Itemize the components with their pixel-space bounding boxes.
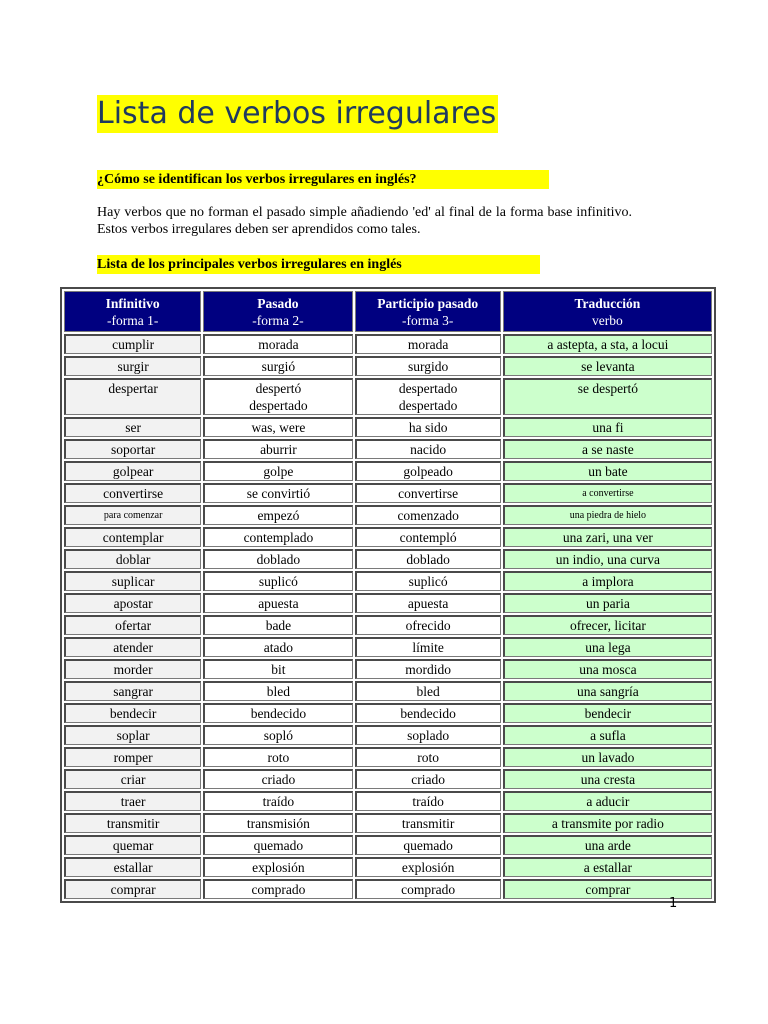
past-cell: empezó: [203, 505, 352, 525]
table-row: [64, 417, 712, 437]
translation-cell: a transmite por radio: [503, 813, 712, 833]
participle-cell: comprado: [355, 879, 501, 899]
participle-cell: surgido: [355, 356, 501, 376]
infinitive-cell: ser: [64, 417, 201, 437]
past-cell: atado: [203, 637, 352, 657]
participle-cell: ha sido: [355, 417, 501, 437]
translation-cell: un indio, una curva: [503, 549, 712, 569]
infinitive-cell: despertar: [64, 378, 201, 415]
table-row: [64, 483, 712, 503]
table-row: [64, 835, 712, 855]
header-subtitle: -forma 2-: [252, 313, 304, 328]
table-row: [64, 615, 712, 635]
infinitive-cell: sangrar: [64, 681, 201, 701]
participle-cell: mordido: [355, 659, 501, 679]
infinitive-cell: apostar: [64, 593, 201, 613]
intro-paragraph: Hay verbos que no forman el pasado simple añadiendo 'ed' al final de la forma base infinitivo. Estos verbos irregulares deben ser aprendidos como tales.: [97, 205, 632, 237]
header-title: Participio pasado: [377, 296, 479, 311]
past-cell: traído: [203, 791, 352, 811]
participle-cell: comenzado: [355, 505, 501, 525]
translation-cell: ofrecer, licitar: [503, 615, 712, 635]
table-row: [64, 356, 712, 376]
header-subtitle: verbo: [592, 313, 623, 328]
translation-cell: se despertó: [503, 378, 712, 415]
infinitive-cell: ofertar: [64, 615, 201, 635]
past-cell: suplicó: [203, 571, 352, 591]
participle-cell: nacido: [355, 439, 501, 459]
translation-cell: a sufla: [503, 725, 712, 745]
table-row: [64, 549, 712, 569]
infinitive-cell: soportar: [64, 439, 201, 459]
translation-cell: bendecir: [503, 703, 712, 723]
participle-cell: quemado: [355, 835, 501, 855]
participle-cell: ofrecido: [355, 615, 501, 635]
past-cell: surgió: [203, 356, 352, 376]
table-row: [64, 378, 712, 415]
past-cell: sopló: [203, 725, 352, 745]
table-row: [64, 505, 712, 525]
translation-cell: una zari, una ver: [503, 527, 712, 547]
participle-cell: apuesta: [355, 593, 501, 613]
infinitive-cell: romper: [64, 747, 201, 767]
translation-cell: se levanta: [503, 356, 712, 376]
participle-cell: soplado: [355, 725, 501, 745]
translation-cell: un bate: [503, 461, 712, 481]
past-cell: roto: [203, 747, 352, 767]
header-title: Pasado: [257, 296, 299, 311]
past-cell: bit: [203, 659, 352, 679]
header-subtitle: -forma 3-: [401, 313, 454, 328]
infinitive-cell: transmitir: [64, 813, 201, 833]
past-cell: bendecido: [203, 703, 352, 723]
table-row: [64, 703, 712, 723]
table-row: [64, 334, 712, 354]
participle-cell: bled: [355, 681, 501, 701]
participle-cell: despertado despertado: [355, 378, 501, 415]
participle-cell: explosión: [355, 857, 501, 877]
translation-cell: a se naste: [503, 439, 712, 459]
header-title: Traducción: [574, 296, 641, 311]
infinitive-cell: estallar: [64, 857, 201, 877]
past-cell: bled: [203, 681, 352, 701]
infinitive-cell: criar: [64, 769, 201, 789]
infinitive-cell: morder: [64, 659, 201, 679]
translation-cell: una cresta: [503, 769, 712, 789]
infinitive-cell: cumplir: [64, 334, 201, 354]
past-cell: golpe: [203, 461, 352, 481]
header-title: Infinitivo: [105, 296, 160, 311]
participle-cell: golpeado: [355, 461, 501, 481]
section-heading-list: Lista de los principales verbos irregulares en inglés: [97, 255, 540, 274]
table-row: [64, 461, 712, 481]
table-row: [64, 857, 712, 877]
table-body: [64, 334, 712, 899]
translation-cell: comprar: [503, 879, 712, 899]
table-row: [64, 593, 712, 613]
table-row: [64, 747, 712, 767]
participle-cell: contempló: [355, 527, 501, 547]
translation-cell: un lavado: [503, 747, 712, 767]
infinitive-cell: suplicar: [64, 571, 201, 591]
infinitive-cell: atender: [64, 637, 201, 657]
translation-cell: una mosca: [503, 659, 712, 679]
infinitive-cell: contemplar: [64, 527, 201, 547]
translation-cell: una lega: [503, 637, 712, 657]
header-infinitive: [64, 291, 201, 332]
translation-cell: a aducir: [503, 791, 712, 811]
table-row: [64, 527, 712, 547]
translation-cell: a estallar: [503, 857, 712, 877]
past-cell: contemplado: [203, 527, 352, 547]
section-heading-identify: ¿Cómo se identifican los verbos irregulares en inglés?: [97, 170, 549, 189]
infinitive-cell: golpear: [64, 461, 201, 481]
past-cell: apuesta: [203, 593, 352, 613]
table-row: [64, 879, 712, 899]
participle-cell: suplicó: [355, 571, 501, 591]
participle-cell: límite: [355, 637, 501, 657]
table-row: [64, 439, 712, 459]
infinitive-cell: doblar: [64, 549, 201, 569]
participle-cell: morada: [355, 334, 501, 354]
translation-cell: una fi: [503, 417, 712, 437]
header-subtitle: -forma 1-: [106, 313, 159, 328]
table-row: [64, 791, 712, 811]
table-row: [64, 681, 712, 701]
infinitive-cell: comprar: [64, 879, 201, 899]
page-title: Lista de verbos irregulares: [97, 96, 497, 131]
past-cell: was, were: [203, 417, 352, 437]
infinitive-cell: soplar: [64, 725, 201, 745]
infinitive-cell: para comenzar: [64, 505, 201, 525]
translation-cell: un paria: [503, 593, 712, 613]
past-cell: explosión: [203, 857, 352, 877]
past-cell: se convirtió: [203, 483, 352, 503]
table-row: [64, 659, 712, 679]
table-row: [64, 637, 712, 657]
past-cell: transmisión: [203, 813, 352, 833]
table-header-row: [64, 291, 712, 332]
translation-cell: a convertirse: [503, 483, 712, 503]
table-row: [64, 769, 712, 789]
participle-cell: traído: [355, 791, 501, 811]
participle-cell: bendecido: [355, 703, 501, 723]
participle-cell: transmitir: [355, 813, 501, 833]
table-row: [64, 725, 712, 745]
translation-cell: una sangría: [503, 681, 712, 701]
table-row: [64, 813, 712, 833]
participle-cell: convertirse: [355, 483, 501, 503]
page-number: 1: [669, 896, 678, 911]
past-cell: criado: [203, 769, 352, 789]
past-cell: comprado: [203, 879, 352, 899]
past-cell: quemado: [203, 835, 352, 855]
past-cell: despertó despertado: [203, 378, 352, 415]
translation-cell: una arde: [503, 835, 712, 855]
infinitive-cell: quemar: [64, 835, 201, 855]
past-cell: aburrir: [203, 439, 352, 459]
infinitive-cell: convertirse: [64, 483, 201, 503]
infinitive-cell: traer: [64, 791, 201, 811]
infinitive-cell: surgir: [64, 356, 201, 376]
participle-cell: criado: [355, 769, 501, 789]
past-cell: morada: [203, 334, 352, 354]
translation-cell: a astepta, a sta, a locui: [503, 334, 712, 354]
table-row: [64, 571, 712, 591]
translation-cell: a implora: [503, 571, 712, 591]
infinitive-cell: bendecir: [64, 703, 201, 723]
header-past: [203, 291, 352, 332]
past-cell: doblado: [203, 549, 352, 569]
translation-cell: una piedra de hielo: [503, 505, 712, 525]
participle-cell: roto: [355, 747, 501, 767]
header-translation: [503, 291, 712, 332]
participle-cell: doblado: [355, 549, 501, 569]
past-cell: bade: [203, 615, 352, 635]
header-past-participle: [355, 291, 501, 332]
irregular-verbs-table: [60, 287, 716, 903]
